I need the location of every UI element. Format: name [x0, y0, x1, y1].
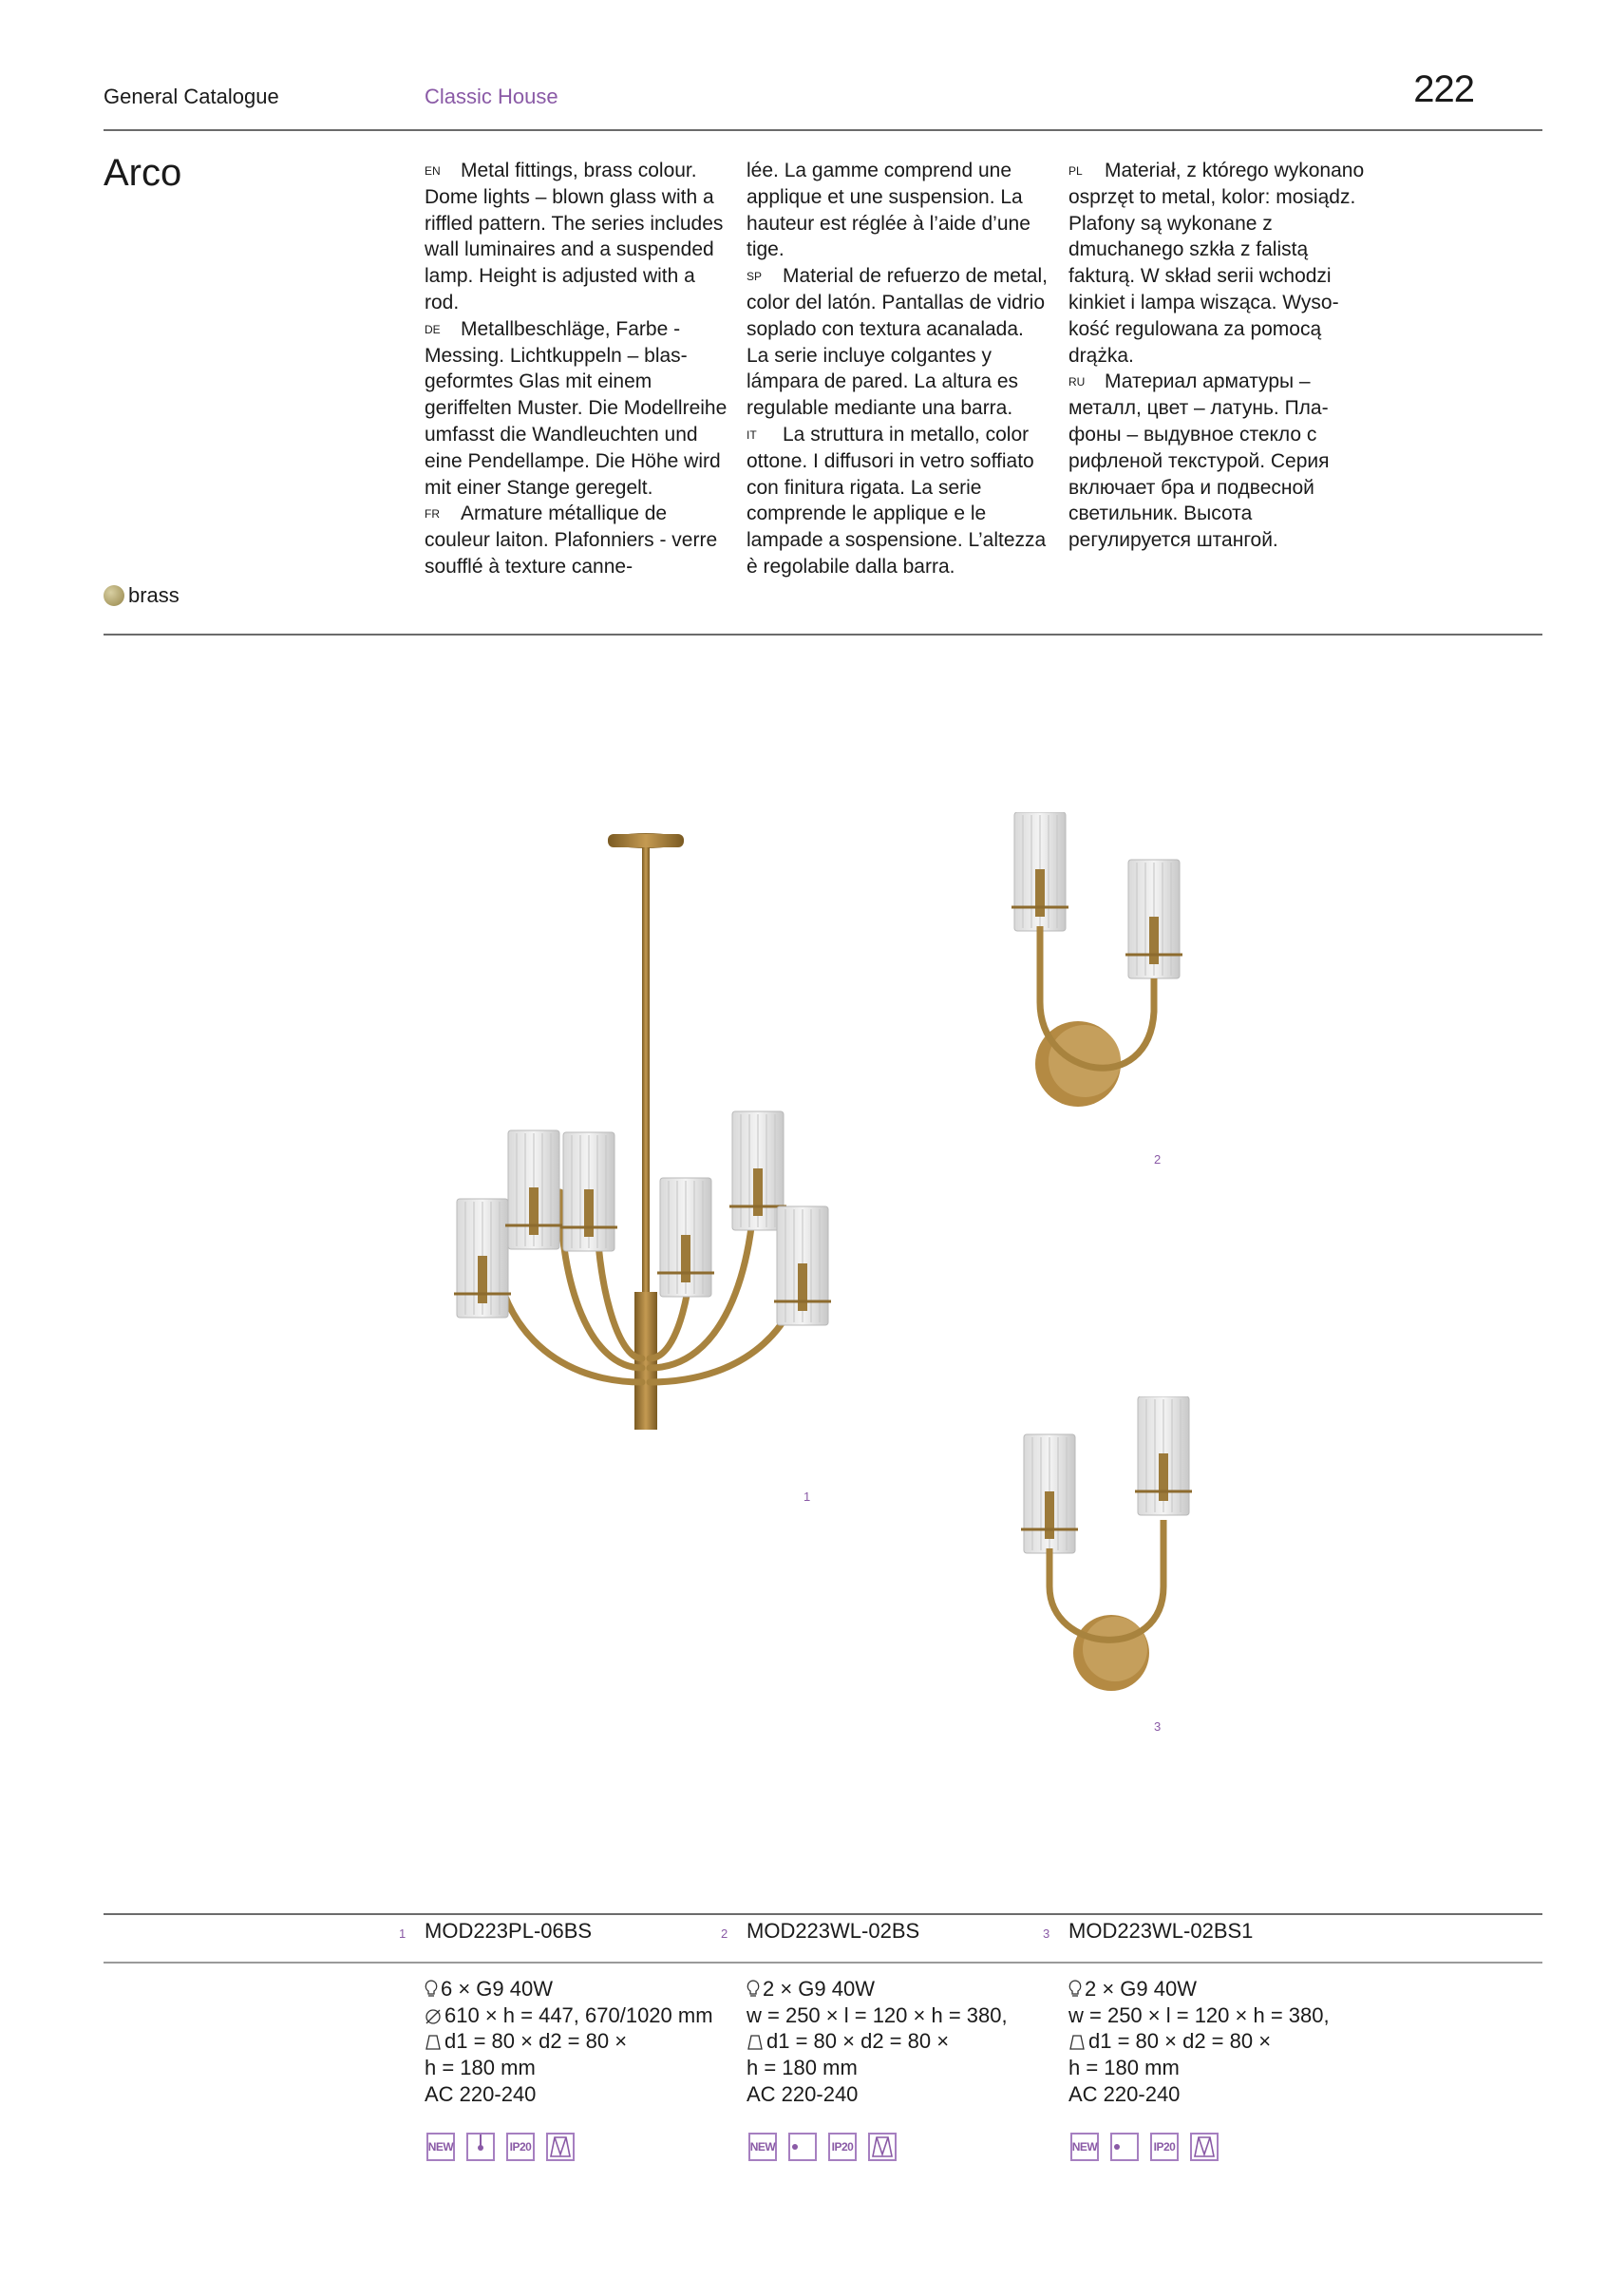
description-de: DE Metallbeschläge, Farbe - Messing. Lichtkuppeln – blasgeformtes Glas mit einem geriffelten Muster. Die Modellreihe umfasst die Wandleuchten und eine Pendellampe. Die Höhe wird mit einer Stange geregelt.: [425, 317, 728, 499]
wall-mount-icon: [1110, 2133, 1139, 2161]
shade-height-spec: h = 180 mm: [1068, 2056, 1180, 2080]
bulb-icon: [1068, 1980, 1082, 1999]
voltage-spec: AC 220-240: [747, 2081, 859, 2106]
shade-icon: [747, 2034, 764, 2051]
description-en: EN Metal fittings, brass colour. Dome lights – blown glass with a riffled pattern. The series includes wall luminaires and a suspended lamp. Height is adjusted with a rod.: [425, 160, 724, 313]
badges-1: [426, 2133, 575, 2161]
figure-number-2: 2: [1154, 1152, 1162, 1167]
lang-code: FR: [425, 507, 440, 522]
bulb-icon: [425, 1980, 438, 1999]
bulb-icon: [747, 1980, 760, 1999]
table-header-divider: [104, 1962, 1542, 1964]
product-index-3: 3: [1043, 1926, 1050, 1941]
lang-code: PL: [1068, 164, 1083, 178]
product-code-1[interactable]: MOD223PL-06BS: [425, 1919, 593, 1943]
product-specs-1: [425, 1976, 738, 2108]
wall-sconce-variant-image: [1007, 1396, 1216, 1700]
shade-icon: [425, 2034, 442, 2051]
table-top-divider: [104, 1913, 1542, 1915]
description-ru: RU Материал арматуры – металл, цвет – латунь. Плафоны – выдувное стекло с рифленой текстурой. Серия включает бра и подвесной светильник. Высота регулируется штангой.: [1068, 370, 1330, 552]
product-index-1: 1: [399, 1926, 406, 1941]
voltage-spec: AC 220-240: [1068, 2081, 1181, 2106]
series-title: Arco: [104, 152, 182, 194]
ceiling-mount-icon: [466, 2133, 495, 2161]
lang-code: IT: [747, 427, 757, 442]
ip20-badge: IP20: [506, 2133, 535, 2161]
ip20-badge: IP20: [1150, 2133, 1179, 2161]
description-sp: SP Material de refuerzo de metal, color del latón. Pantallas de vidrio soplado con textura acanalada. La serie incluye colgantes y lámpara de pared. La altura es regulable mediante una barra.: [747, 265, 1048, 420]
brass-swatch-icon: [104, 585, 124, 606]
shade-spec: d1 = 80 × d2 = 80 ×: [425, 2028, 738, 2055]
description-pl: PL Materiał, z którego wykonano osprzęt to metal, kolor: mosiądz. Plafony są wykonane z dmuchanego szkła z falistą fakturą. W skład serii wchodzi kinkiet i lampa wisząca. Wysokość regulowana za pomocą drążka.: [1068, 160, 1365, 367]
intro-divider: [104, 634, 1542, 636]
wall-mount-icon: [788, 2133, 817, 2161]
shade-type-icon: [546, 2133, 575, 2161]
shade-spec: d1 = 80 × d2 = 80 ×: [1068, 2028, 1382, 2055]
header-divider: [104, 129, 1542, 131]
description-column-1: [425, 158, 728, 580]
dimension-spec: w = 250 × l = 120 × h = 380,: [747, 2002, 1008, 2027]
description-column-3: [1068, 158, 1372, 554]
shade-height-spec: h = 180 mm: [425, 2056, 536, 2080]
new-badge: NEW: [748, 2133, 777, 2161]
shade-type-icon: [1190, 2133, 1219, 2161]
badges-3: [1070, 2133, 1219, 2161]
page-number: 222: [1413, 68, 1474, 110]
description-fr: FR Armature métallique de couleur laiton. Plafonniers - verre soufflé à texture canne-: [425, 503, 718, 578]
lang-code: RU: [1068, 375, 1086, 389]
shade-icon: [1068, 2034, 1086, 2051]
lamp-spec: 2 × G9 40W: [1068, 1976, 1382, 2002]
description-column-2: [747, 158, 1050, 580]
dimension-spec: w = 250 × l = 120 × h = 380,: [1068, 2002, 1330, 2027]
lang-code: SP: [747, 270, 763, 284]
figure-number-3: 3: [1154, 1719, 1162, 1734]
figure-number-1: 1: [804, 1490, 811, 1504]
lamp-spec: 6 × G9 40W: [425, 1976, 738, 2002]
product-specs-3: [1068, 1976, 1382, 2108]
finish-label: brass: [128, 583, 180, 607]
shade-height-spec: h = 180 mm: [747, 2056, 858, 2080]
product-index-2: 2: [721, 1926, 728, 1941]
new-badge: NEW: [426, 2133, 455, 2161]
dimension-spec: 610 × h = 447, 670/1020 mm: [425, 2002, 738, 2029]
product-specs-2: [747, 1976, 1060, 2108]
description-it: IT La struttura in metallo, color ottone. I diffusori in vetro soffiato con finitura rigata. La serie comprende le applique e le lampade a sospensione. L’altezza è regolabile dalla barra.: [747, 423, 1047, 578]
lamp-spec: 2 × G9 40W: [747, 1976, 1060, 2002]
wall-sconce-image: [997, 812, 1216, 1126]
lang-code: EN: [425, 164, 441, 178]
shade-type-icon: [868, 2133, 897, 2161]
product-code-3[interactable]: MOD223WL-02BS1: [1068, 1919, 1254, 1943]
new-badge: NEW: [1070, 2133, 1099, 2161]
description-fr-cont: lée. La gamme comprend une applique et une suspension. La hauteur est réglée à l’aide d’une tige.: [747, 160, 1030, 261]
product-code-2[interactable]: MOD223WL-02BS: [747, 1919, 920, 1943]
diameter-icon: [425, 2008, 442, 2025]
badges-2: [748, 2133, 897, 2161]
voltage-spec: AC 220-240: [425, 2081, 537, 2106]
catalogue-label: General Catalogue: [104, 85, 279, 108]
ip20-badge: IP20: [828, 2133, 857, 2161]
shade-spec: d1 = 80 × d2 = 80 ×: [747, 2028, 1060, 2055]
chandelier-image: [437, 826, 855, 1510]
collection-label[interactable]: Classic House: [425, 85, 558, 108]
lang-code: DE: [425, 322, 441, 336]
